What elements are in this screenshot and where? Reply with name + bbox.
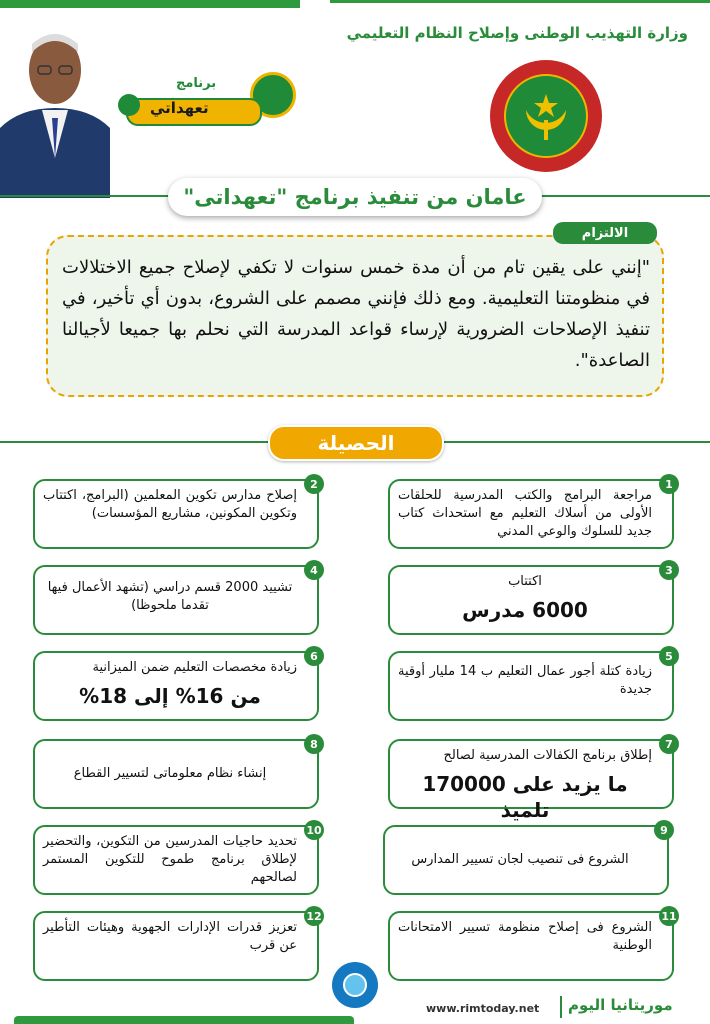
- eye-logo-icon: [332, 962, 378, 1008]
- page-title: عامان من تنفيذ برنامج "تعهداتى": [183, 185, 527, 209]
- achievement-card-5: [388, 651, 674, 721]
- card-number: 8: [304, 734, 324, 754]
- card-text: مراجعة البرامج والكتب المدرسية للحلقات الأولى من أسلاك التعليم مع استحداث كتاب جديد للسلوك والوعي المدني: [398, 488, 652, 539]
- card-number: 5: [659, 646, 679, 666]
- achievement-card-8: [33, 739, 319, 809]
- card-number: 11: [659, 906, 679, 926]
- card-number: 1: [659, 474, 679, 494]
- achievement-card-11: [388, 909, 677, 981]
- achievement-card-7: [388, 737, 674, 822]
- card-text: الشروع فى تنصيب لجان تسيير المدارس: [411, 852, 629, 867]
- harvest-label: الحصيلة: [317, 431, 395, 455]
- national-seal-icon: [490, 60, 602, 172]
- commitment-tag: الالتزام: [553, 222, 657, 244]
- ministry-name: وزارة التهذيب الوطنى وإصلاح النظام التعليمي: [346, 24, 688, 42]
- program-dot-icon: [118, 94, 140, 116]
- card-text: تشييد 2000 قسم دراسي (تشهد الأعمال فيها تقدما ملحوظا): [47, 580, 293, 613]
- brand-name: موريتانيا اليوم: [568, 996, 673, 1014]
- achievement-card-3: [388, 565, 674, 635]
- card-highlight: ما يزيد على 170000 تلميذ: [422, 772, 628, 822]
- program-logo: [118, 72, 298, 124]
- footer-separator: [560, 996, 562, 1018]
- card-text: زيادة مخصصات التعليم ضمن الميزانية: [92, 660, 297, 675]
- card-text: الشروع فى إصلاح منظومة تسيير الامتحانات الوطنية: [398, 920, 652, 953]
- card-text: زيادة كتلة أجور عمال التعليم ب 14 مليار أوقية جديدة: [398, 664, 652, 697]
- card-text: اكتتاب: [508, 574, 542, 589]
- harvest-heading: [268, 425, 444, 461]
- card-text: تحديد حاجيات المدرسين من التكوين، والتحضير لإطلاق برنامج طموح للتكوين المستمر لصالحهم: [43, 834, 297, 885]
- card-number: 3: [659, 560, 679, 580]
- card-number: 6: [304, 646, 324, 666]
- website-link[interactable]: www.rimtoday.net: [426, 1002, 540, 1015]
- card-text: إنشاء نظام معلوماتى لتسيير القطاع: [73, 766, 267, 781]
- achievement-card-2: [33, 479, 319, 549]
- card-number: 12: [304, 906, 324, 926]
- card-highlight: 6000 مدرس: [462, 598, 588, 622]
- program-line1: برنامج: [176, 76, 217, 91]
- card-number: 10: [304, 820, 324, 840]
- achievement-card-4: [33, 565, 319, 635]
- achievement-card-12: [33, 909, 322, 981]
- page-title-box: [168, 178, 542, 216]
- top-accent-bar: [0, 0, 300, 8]
- card-number: 4: [304, 560, 324, 580]
- card-number: 2: [304, 474, 324, 494]
- program-line2: تعهداتي: [150, 99, 209, 117]
- card-highlight: من 16% إلى 18%: [79, 684, 261, 708]
- commitment-quote: "إنني على يقين تام من أن مدة خمس سنوات لا تكفي لإصلاح جميع الاختلالات في منظومتنا التعليمية. ومع ذلك فإنني مصمم على الشروع، بدون أي تأخير، في تنفيذ الإصلاحات الضرورية لإرساء قواعد المدرسة التي نحلم بها جميعا لأجيالنا الصاعدة".: [62, 257, 650, 371]
- bottom-accent-bar: [14, 1016, 354, 1024]
- card-text: إطلاق برنامج الكفالات المدرسية لصالح: [443, 748, 652, 763]
- achievement-card-10: [33, 823, 322, 895]
- card-text: إصلاح مدارس تكوين المعلمين (البرامج، اكتتاب وتكوين المكونين، مشاريع المؤسسات): [43, 488, 297, 521]
- achievement-card-1: [388, 479, 674, 549]
- achievement-card-6: [33, 651, 319, 721]
- achievement-card-9: [383, 825, 669, 895]
- card-number: 9: [654, 820, 674, 840]
- card-number: 7: [659, 734, 679, 754]
- portrait-photo: [0, 8, 110, 198]
- top-accent-line: [330, 0, 710, 3]
- card-text: تعزيز قدرات الإدارات الجهوية وهيئات التأطير عن قرب: [43, 920, 297, 953]
